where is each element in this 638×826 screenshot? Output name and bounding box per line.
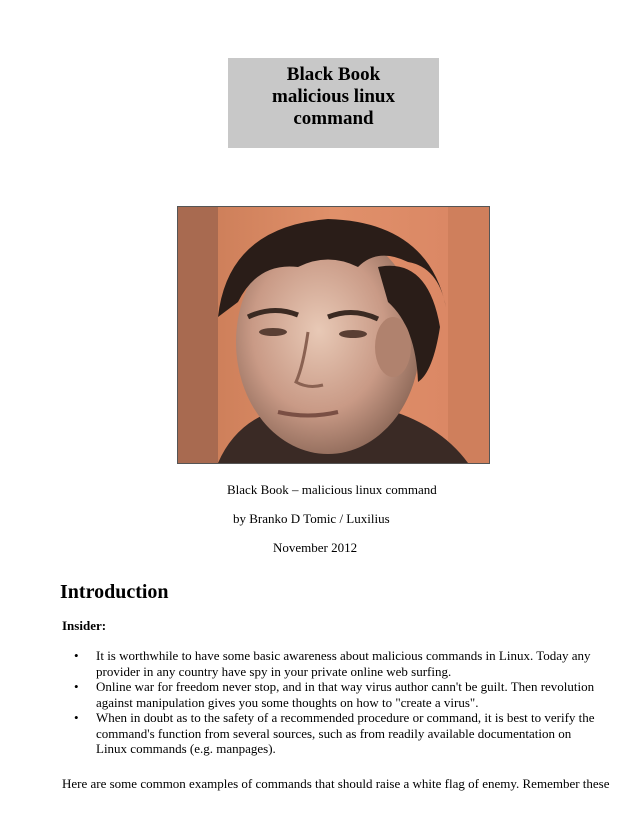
- date-caption: November 2012: [273, 540, 358, 555]
- portrait-photo-icon: [178, 207, 489, 463]
- bullet-list: [62, 648, 602, 757]
- list-item: [62, 679, 602, 710]
- title-line-2: malicious linux: [272, 86, 395, 107]
- author-caption: by Branko D Tomic / Luxilius: [233, 511, 390, 526]
- list-item: [62, 710, 602, 757]
- list-item-text: It is worthwhile to have some basic awareness about malicious commands in Linux. Today any provider in any country have spy in your private online web surfing.: [96, 648, 591, 679]
- list-item-text: When in doubt as to the safety of a recommended procedure or command, it is best to verify the command's function from several sources, such as from readily available documentation on Linux commands (e.g. manpages).: [96, 710, 595, 756]
- title-line-1: Black Book: [286, 64, 381, 85]
- title-box: [228, 58, 439, 148]
- portrait-photo: [177, 206, 490, 464]
- section-subheading: Insider:: [62, 618, 107, 633]
- section-heading: Introduction: [60, 581, 169, 603]
- bullet-icon: •: [74, 648, 79, 663]
- subtitle-caption: Black Book – malicious linux command: [227, 482, 437, 497]
- list-item: [62, 648, 602, 679]
- bullet-icon: •: [74, 679, 79, 694]
- title-line-3: command: [293, 108, 374, 129]
- body-paragraph: Here are some common examples of commands that should raise a white flag of enemy. Remember these: [62, 776, 610, 791]
- list-item-text: Online war for freedom never stop, and in that way virus author cann't be guilt. Then revolution against manipulation gives you some thoughts on how to "create a virus".: [96, 679, 595, 710]
- bullet-icon: •: [74, 710, 79, 725]
